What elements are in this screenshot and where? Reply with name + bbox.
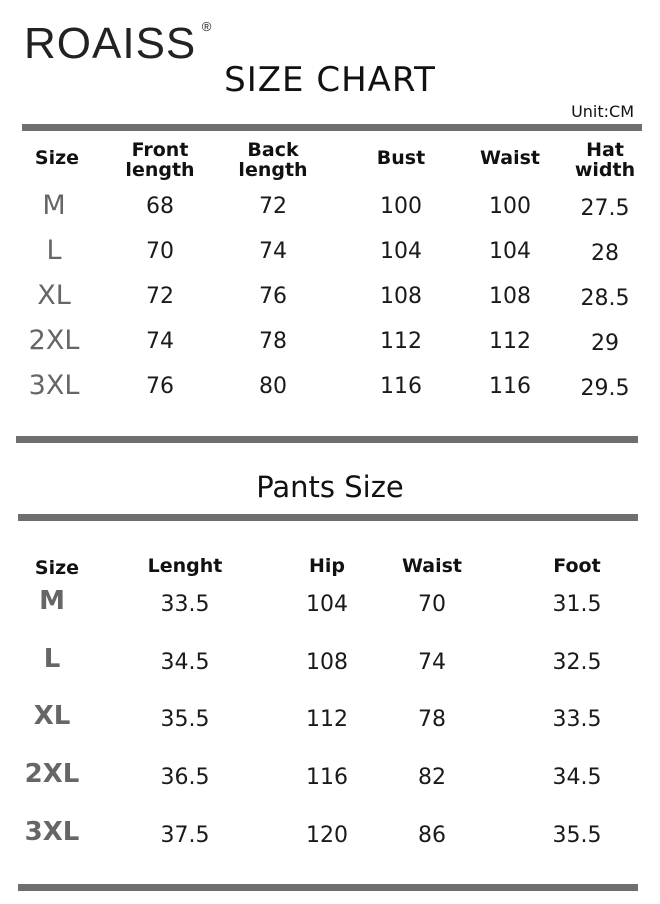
top-header-1 <box>125 140 194 180</box>
pants-table-cell: 112 <box>306 707 348 732</box>
pants-table-cell: 120 <box>306 823 348 848</box>
top-header-line1: Hat <box>586 139 624 161</box>
pants-table-cell: 32.5 <box>552 650 602 675</box>
top-header-line2: width <box>574 159 636 181</box>
top-table-cell: 104 <box>489 239 531 264</box>
top-header-line1: Waist <box>479 147 541 169</box>
pants-header-1: Lenght <box>147 555 223 577</box>
top-table-cell: 76 <box>259 284 287 309</box>
pants-table-cell: 108 <box>306 650 348 675</box>
pants-table-cell: 70 <box>418 592 446 617</box>
top-table-cell: 68 <box>146 194 174 219</box>
top-table-cell: 72 <box>146 284 174 309</box>
top-size-label: XL <box>37 280 71 311</box>
top-header-0 <box>35 148 79 168</box>
top-size-label: 3XL <box>28 370 80 401</box>
top-table-cell: 29.5 <box>580 376 630 401</box>
pants-table-cell: 34.5 <box>160 650 210 675</box>
pants-size-label: 3XL <box>24 817 80 847</box>
pants-table-cell: 31.5 <box>552 592 602 617</box>
top-size-label: M <box>42 190 66 221</box>
top-table-cell: 80 <box>259 374 287 399</box>
top-table-cell: 108 <box>489 284 531 309</box>
top-header-line1: Size <box>34 147 80 169</box>
top-header-3 <box>377 148 425 168</box>
pants-table-cell: 34.5 <box>552 765 602 790</box>
top-table-cell: 74 <box>146 329 174 354</box>
top-table-cell: 27.5 <box>580 196 630 221</box>
pants-table-cell: 33.5 <box>160 592 210 617</box>
pants-table-cell: 36.5 <box>160 765 210 790</box>
pants-header-4: Foot <box>553 555 601 577</box>
top-table-cell: 112 <box>380 329 422 354</box>
top-size-label: L <box>46 235 62 266</box>
pants-table-divider-bottom <box>18 884 638 891</box>
pants-header-0: Size <box>34 557 80 579</box>
pants-table-cell: 74 <box>418 650 446 675</box>
top-table-cell: 28.5 <box>580 286 630 311</box>
top-table-cell: 116 <box>489 374 531 399</box>
top-header-4 <box>480 148 540 168</box>
top-header-line2: length <box>238 159 308 181</box>
pants-header-3: Waist <box>401 555 463 577</box>
top-table-cell: 76 <box>146 374 174 399</box>
pants-table-cell: 35.5 <box>552 823 602 848</box>
pants-header-2: Hip <box>308 555 346 577</box>
top-table-cell: 100 <box>489 194 531 219</box>
top-table-cell: 108 <box>380 284 422 309</box>
pants-table-cell: 37.5 <box>160 823 210 848</box>
top-table-cell: 112 <box>489 329 531 354</box>
registered-mark: ® <box>201 19 213 34</box>
top-table-cell: 116 <box>380 374 422 399</box>
pants-title: Pants Size <box>256 470 404 504</box>
top-table-cell: 72 <box>259 194 287 219</box>
pants-table-cell: 78 <box>418 707 446 732</box>
top-header-line1: Front <box>131 139 189 161</box>
pants-size-label: XL <box>33 701 71 731</box>
top-size-label: 2XL <box>28 325 80 356</box>
top-table-cell: 70 <box>146 239 174 264</box>
top-table-divider-top <box>22 124 642 131</box>
top-header-2 <box>238 140 307 180</box>
top-table-cell: 78 <box>259 329 287 354</box>
pants-table-divider-top <box>18 514 638 521</box>
pants-table-cell: 86 <box>418 823 446 848</box>
top-table-cell: 104 <box>380 239 422 264</box>
pants-size-label: M <box>39 586 65 616</box>
pants-table-cell: 104 <box>306 592 348 617</box>
top-header-line1: Back <box>247 139 299 161</box>
pants-size-label: 2XL <box>24 759 80 789</box>
unit-label: Unit:CM <box>571 102 634 121</box>
pants-size-label: L <box>43 644 61 674</box>
pants-table-cell: 82 <box>418 765 446 790</box>
top-table-cell: 28 <box>591 241 619 266</box>
top-table-cell: 29 <box>591 331 619 356</box>
page-title: SIZE CHART <box>224 60 436 100</box>
top-header-line2: length <box>125 159 195 181</box>
top-table-cell: 74 <box>259 239 287 264</box>
top-table-cell: 100 <box>380 194 422 219</box>
pants-table-cell: 116 <box>306 765 348 790</box>
top-header-line1: Bust <box>376 147 426 169</box>
pants-table-cell: 33.5 <box>552 707 602 732</box>
top-header-5 <box>575 140 635 180</box>
brand-name: ROAISS <box>24 19 197 68</box>
top-table-divider-bottom <box>16 436 638 443</box>
pants-table-cell: 35.5 <box>160 707 210 732</box>
